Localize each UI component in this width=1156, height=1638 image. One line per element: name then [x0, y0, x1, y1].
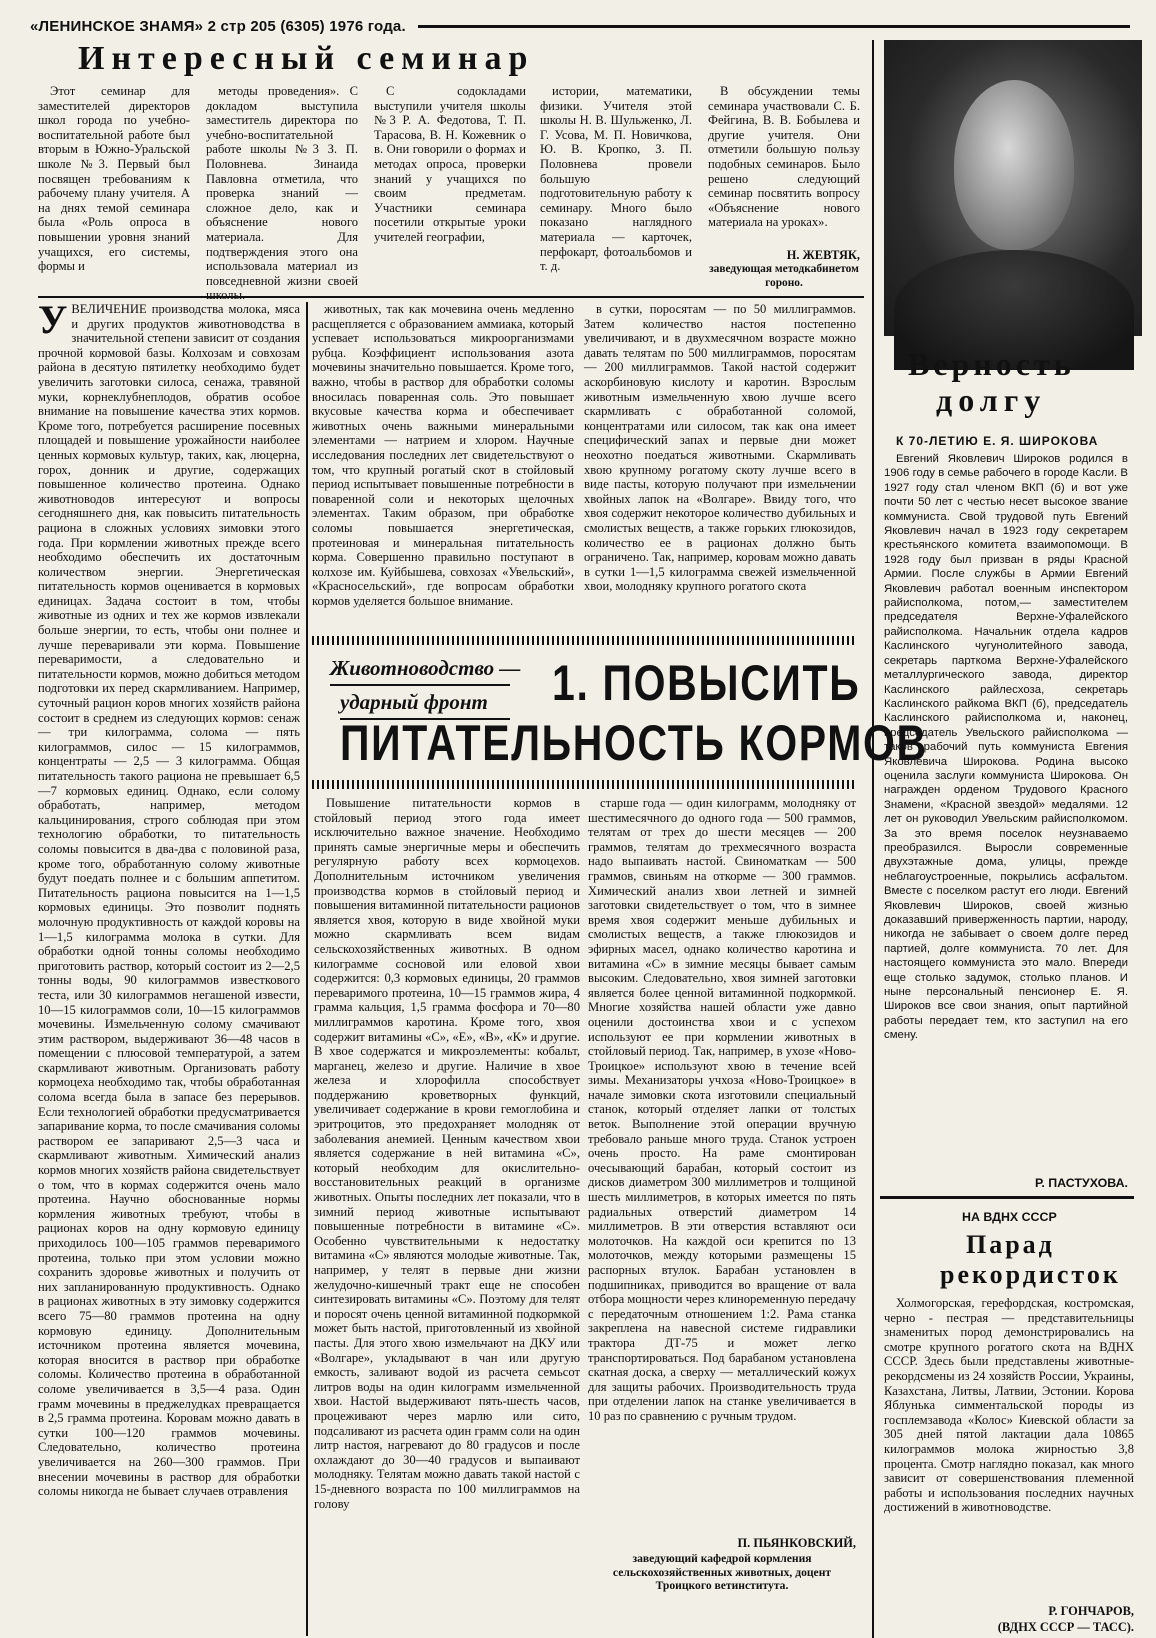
- parade-author: Р. ГОНЧАРОВ,: [1048, 1604, 1134, 1618]
- masthead-rule: [418, 25, 1130, 28]
- dropcap: У: [38, 297, 68, 342]
- main-author: П. ПЬЯНКОВСКИЙ,: [737, 1536, 856, 1550]
- parade-title-2: рекордисток: [940, 1260, 1121, 1289]
- seminar-col-4: истории, математики, физики. Учителя этой школы Н. В. Шульженко, Л. Г. Усова, М. П. Новичкова, Ю. В. Кропко, З. П. Половнева провели большую подготовительную работу к семинару. Много было показано наглядного материала — карточек, перфокарт, фотоальбомов и т. д.: [540, 84, 692, 274]
- seminar-bottom-rule: [38, 296, 864, 298]
- rubric-line-2: ударный фронт: [340, 690, 510, 720]
- portrait-face: [954, 80, 1074, 250]
- shirokov-author: Р. ПАСТУХОВА.: [1034, 1176, 1128, 1190]
- shirokov-title-1: Верность: [908, 346, 1075, 382]
- main-author-title: заведующий кафедрой кормления сельскохозяйственных животных, доцент Троицкого ветинститута.: [612, 1552, 832, 1593]
- shirokov-title-2: долгу: [936, 382, 1047, 418]
- seminar-author: Н. ЖЕВТЯК,: [786, 248, 860, 262]
- parade-title-1: Парад: [966, 1230, 1055, 1259]
- seminar-col-1: Этот семинар для заместителей директоров школ города по учебно-воспитательной работе был вторым в Южно-Уральской школе №3. Первый был посвящен требованиям к рабочему плану учителя. А на днях темой семинара была «Роль опроса в повышении уровня знаний учащихся, его системы, формы и: [38, 84, 190, 274]
- seminar-col-2: методы проведения». С докладом выступила заместитель директора по учебно-воспитательной работе школы №3 З. П. Половнева. Зинаида Павловна отметила, что проверка знаний — сложное дело, как и объяснение нового материала. Для подтверждения этого она использовала материал из повседневной жизни своей школы.: [206, 84, 358, 303]
- feed-col-2-top: животных, так как мочевина очень медленно расщепляется с образованием аммиака, который успевает использоваться микроорганизмами рубца. Коэффициент использования азота мочевины значительно повышается. Кроме того, важно, чтобы в раствор для обработки соломы вносилась поваренная соль. Это повышает вкусовые качества корма и обеспечивает животных очень важными минеральными элементами — натрием и хлором. Научные исследования последних лет свидетельствуют о том, что крупный рогатый скот в стойловый период испытывает повышенные потребности в поваренной соли и некоторых щелочных элементах. Таким образом, при обработке соломы повышается энергетическая, протеиновая и минеральная питательность корма. Совершенно правильно поступают в колхозе им. Куйбышева, совхозах «Увельский», «Красносельский», где вопросам обработки кормов уделяется большое внимание.: [312, 302, 574, 608]
- feed-col-3-bottom: старше года — один килограмм, молодняку от шестимесячного до одного года — 500 граммов, телятам от трех до шести месяцев — 200 граммов, телятам до трехмесячного возраста надо выпаивать настой. Свиноматкам — 500 граммов, свиньям на откорме — 300 граммов. Химический анализ хвои летней и зимней заготовки свидетельствует о том, что в зимнее время хвоя содержит меньше дубильных и смолистых веществ, а также глюкозидов и эфирных масел, однако количество каротина и витамина «С» в зимние месяцы бывает самым высоким. Следовательно, хвоя зимней заготовки является более ценной витаминной подкормкой. Многие хозяйства нашей области уже давно оценили достоинства хвои и с успехом используют ее при кормлении животных в стойловый период. Так, например, в ухозе «Ново-Троицкое» используют хвою в течение всей зимы. Механизаторы учхоза «Ново-Троицкое» в начале зимовки скота изготовили специальный станок, который отделяет лапки от толстых веток. Выполнение этой операции вручную требовало раньше много труда. Станок устроен очень просто. На раме смонтирован очесывающий барабан, который состоит из дисков диаметром 300 миллиметров и толщиной шесть миллиметров, в которых имеется по пять радиальных отверстий диаметром 14 миллиметров. В эти отверстия вставляют оси молоточков. На каждой оси крепится по 13 молоточков, между которыми размещены 15 распорных втулок. Барабан установлен в подшипниках, приводится во вращение от вала отбора мощности через клиноременную передачу с передаточным отношением 1:2. Рама станка закреплена на навесной системе гидравлики трактора ДТ-75 и может легко транспортироваться. Под барабаном установлена скатная доска, а сверху — металлический кожух для защиты рабочих. Производительность труда при отделении лапок на станке увеличивается в 10 раз по сравнению с ручным трудом.: [588, 796, 856, 1423]
- shirokov-text: Евгений Яковлевич Широков родился в 1906 году в семье рабочего в городе Касли. В 1927 году стал членом ВКП (б) и вот уже почти 50 лет с честью несет высокое звание коммуниста. Свой трудовой путь Евгений Яковлевич начал в 1923 году секретарем крестьянского комитета взаимопомощи. В 1928 году был призван в ряды Красной Армии. После службы в Армии Евгений Яковлевич работал военным инспектором райисполкома, потом,— заместителем председателя Верхне-Уфалейского райисполкома. Начальник отдела кадров Каслинского чугунолитейного завода, секретарь парткома Верхне-Уфалейского металлургического завода, директор Каслинского райлесхоза, секретарь Каслинского райкома ВКП (б), председатель Каслинского райисполкома и, наконец, председатель Увельского райисполкома — таков рабочий путь коммуниста Евгения Яковлевича Широкова. Родина высоко оценила заслуги коммуниста Широкова. Он награжден орденом Трудового Красного Знамени, «Красной звездой» медалями. 12 лет он руководил Увельским райисполкомом. За это время поселок неузнаваемо преобразился. Выросли современные двухэтажные дома, улицы, прежде неблагоустроенные, покрылись асфальтом. Вместе с поселком растут его люди. Евгений Яковлевич Широков, своей жизнью доказавший приверженность партии, народу, никогда не забывает о своем долге перед партией, долге коммуниста. 70 лет. Для настоящего коммуниста это мало. Впереди еще столько задумок, столько планов. И ныне персональный пенсионер Е. Я. Широков все свои знания, опыт партийной работы передает тем, кто заступил на его смену.: [884, 453, 1128, 1042]
- masthead-text: «ЛЕНИНСКОЕ ЗНАМЯ» 2 стр 205 (6305) 1976 года.: [30, 17, 406, 35]
- feed-col-2-bottom: Повышение питательности кормов в стойловый период этого года имеет исключительно важное значение. Необходимо принять самые энергичные меры и обеспечить регулярную работу всех кормоцехов. Дополнительным источником увеличения производства кормов в стойловый период и повышения витаминной питательности рационов является хвоя, которую в виде хвойной муки можно скармливать всем видам сельскохозяйственных животных. В одном килограмме сосновой или еловой хвои содержится: 0,3 кормовых единицы, 20 граммов переваримого протеина, 10—15 граммов жира, 4 грамма кальция, 1,5 грамма фосфора и 70—80 миллиграммов каротина. Кроме того, хвоя содержит витамины «С», «Е», «В», «К» и другие. В хвое содержатся и микроэлементы: кобальт, марганец, железо и другие. Наличие в хвое железа и хлорофилла способствует поддержанию кроветворных функций, увеличивает содержание в крови гемоглобина и эритроцитов, это предохраняет молодняк от заболевания анемией. Ценным качеством хвои является содержание в ней витамина «С», который необходим для окислительно-восстановительных реакций в организме животных. Опыты последних лет показали, что в зимний период животные испытывают повышенные потребности в витамине «С». Особенно чувствительными к недостатку витамина «С» являются молодые животные. Так, например, у телят в первые дни жизни желудочно-кишечный тракт еще не способен синтезировать витамины «С». Поэтому для телят и поросят очень ценной витаминной подкормкой может быть настой, приготовленный из хвойной пасты. Для этого хвою измельчают на ДКУ или «Волгаре», укладывают в чан или другую емкость, заливают водой из расчета семьсот литров воды на один килограмм измельченной хвои. Настой выдерживают пять-шесть часов, процеживают через марлю или сито, подсаливают из расчета один грамм соли на один литр настоя, нагревают до 80 градусов и после охлаждают до 30—40 градусов и выпаивают молодняку. Телятам можно давать такой настой с 15-дневного возраста по 100 миллиграммов на голову: [314, 796, 580, 1511]
- seminar-title: Интересный семинар: [78, 40, 535, 77]
- portrait-photo: [884, 40, 1142, 336]
- seminar-col-3: С содокладами выступили учителя школы №3 Р. А. Федотова, Т. П. Тарасова, В. Н. Кожевник о в. Они говорили о формах и методах опроса, проверки знаний у учащихся по своим предметам. Участники семинара посетили открытые уроки учителей географии,: [374, 84, 526, 244]
- headline-line-1: 1. ПОВЫСИТЬ: [552, 655, 861, 711]
- feed-col-3-top: в сутки, поросятам — по 50 миллиграммов. Затем количество настоя постепенно увеличивают, и в двухмесячном возрасте можно давать телятам по 500 миллиграммов, поросятам — 200 миллиграммов. Такой настой содержит аскорбиновую кислоту и каротин. Взрослым животным измельченную хвою лучше всего скармливать с обработанной соломой, концентратами или силосом, так как она имеет специфический запах и первые дни может неохотно поедаться животными. Скармливать хвою крупному рогатому скоту лучше всего в виде пасты, которую получают при измельчении хвойных лапок на «Волгаре». Ввиду того, что хвоя содержит некоторое количество дубильных и смолистых веществ, а также горьких глюкозидов, количество ее в рационах должно быть ограничено. Так, например, коровам можно давать в сутки 1—1,5 килограмма свежей измельченной хвои, молодняку крупного рогатого скота: [584, 302, 856, 594]
- rubric-line-1: Животноводство —: [330, 656, 510, 686]
- headline-hatch-top: [312, 636, 856, 645]
- parade-text: Холмогорская, герефордская, костромская, черно - пестрая — представительницы знаменитых пород демонстрировались на смотре крупного рогатого скота на ВДНХ СССР. Здесь были представлены животные-рекордсмены из 24 хозяйств России, Украины, Казахстана, Литвы, Латвии, Эстонии. Корова Яблунька симментальской породы из госплемзавода «Колос» Киевской области за 305 дней пятой лактации дала 10865 килограммов молока жирностью 3,8 процента. Смотр наглядно показал, как много зависит от совершенствования племенной работы и использования последних научных достижений в животноводстве.: [884, 1296, 1134, 1515]
- parade-kicker: НА ВДНХ СССР: [962, 1210, 1057, 1224]
- headline-line-2: ПИТАТЕЛЬНОСТЬ КОРМОВ: [340, 715, 928, 771]
- right-column-divider: [880, 1196, 1134, 1199]
- seminar-author-title: заведующая методкабинетом гороно.: [709, 263, 859, 289]
- feed-col-1: У ВЕЛИЧЕНИЕ производства молока, мяса и других продуктов животноводства в значительной степени зависит от создания прочной кормовой базы. Колхозам и совхозам района в десятую пятилетку необходимо будет увеличить заготовки силоса, сенажа, травяной муки, корнеклубнеплодов, обратив особое внимание на повышение качества этих кормов. Кроме того, потребуется расширение посевных площадей и повышение урожайности наиболее ценных кормовых культур, таких, как, люцерна, горох, донник и другие, содержащих повышенное количество протеина. Однако животноводов интересуют и вопросы сегодняшнего дня, как повысить питательность рациона в сложных условиях зимовки этого года. При кормлении животных прежде всего необходимо обеспечить их достаточным количеством энергии. Энергетическая питательность кормов оценивается в кормовых единицах. Задача состоит в том, чтобы животные из одних и тех же кормов извлекали больше энергии, то есть, чтобы они полнее и лучше переваривали эти корма. Повышение переваримости, а следовательно и питательности кормов, можно добиться методом подготовки их перед скармливанием. Например, суточный рацион коров многих хозяйств района состоит в среднем из следующих кормов: сенаж — три килограмма, солома — пять килограммов, силос — 15 килограммов, концентраты — 2,5 — 3 килограмма. Общая питательность такого рациона не превышает 6,5—7 кормовых единиц. Однако, если солому обработать, например, методом кальцинирования, строго соблюдая при этом технологию обработки, то питательность соломы повысится в два-два с половиной раза, кроме того, обработанную солому животные будут поедать полнее и с большим аппетитом. Питательность рациона повысится на 1—1,5 кормовых единицы. Это позволит поднять молочную продуктивность от каждой коровы на 1—1,5 килограмма молока в сутки. Для обработки одной тонны соломы необходимо приготовить раствор, который состоит из 2—2,5 тонны воды, 90 килограммов известкового теста, или 30 килограммов негашеной извести, 10—15 килограммов соли, 10—15 килограммов мочевины. Измельченную солому смачивают этим раствором, выдерживают 36—48 часов в помещении с плюсовой температурой, а затем скармливают животным. Организовать работу кормоцеха необходимо так, чтобы обработанная солома всегда была в запасе без перерывов. Если технологией обработки предусматривается запаривание корма, то после смачивания соломы раствором ее запаривают 2,5—3 часа и скармливают животным. Химический анализ кормов многих хозяйств района свидетельствует о том, что в кормах содержится очень мало протеина. Научно обоснованные нормы кормления животных требуют, чтобы в рационах коров на одну кормовую единицу приходилось 100—105 граммов переваримого протеина, только при этом условии можно сохранить здоровье животных и получить от них запланированную продуктивность. Однако в рационах животных в эту зимовку содержится всего 75—80 граммов протеина на одну кормовую единицу. Дополнительным источником протеина является мочевина, которая вносится в раствор при обработке соломы. Количество протеина в обработанной соломе увеличивается в 3,5—4 раза. Один грамм мочевины в преджелудках превращается в 2,5 грамма протеина. Коровам можно давать в сутки 100—120 граммов мочевины. Следовательно, количество протеина увеличивается на 260—300 граммов. При внесении мочевины в раствор для обработки соломы никогда не бывает случаев отравления: [38, 297, 300, 1499]
- rubric: [330, 656, 521, 720]
- headline-hatch-bottom: [312, 780, 856, 789]
- right-column-rule: [872, 40, 874, 1638]
- seminar-col-5: В обсуждении темы семинара участвовали С. Б. Фейгина, В. В. Бобылева и другие учителя. Они отметили большую пользу подобных семинаров. Было решено следующий семинар посвятить вопросу «Объяснение нового материала на уроках».: [708, 84, 860, 230]
- masthead: [30, 14, 1130, 38]
- parade-author-sub: (ВДНХ СССР — ТАСС).: [997, 1620, 1134, 1634]
- column-rule-1: [306, 302, 308, 1636]
- shirokov-subtitle: К 70-ЛЕТИЮ Е. Я. ШИРОКОВА: [896, 434, 1099, 448]
